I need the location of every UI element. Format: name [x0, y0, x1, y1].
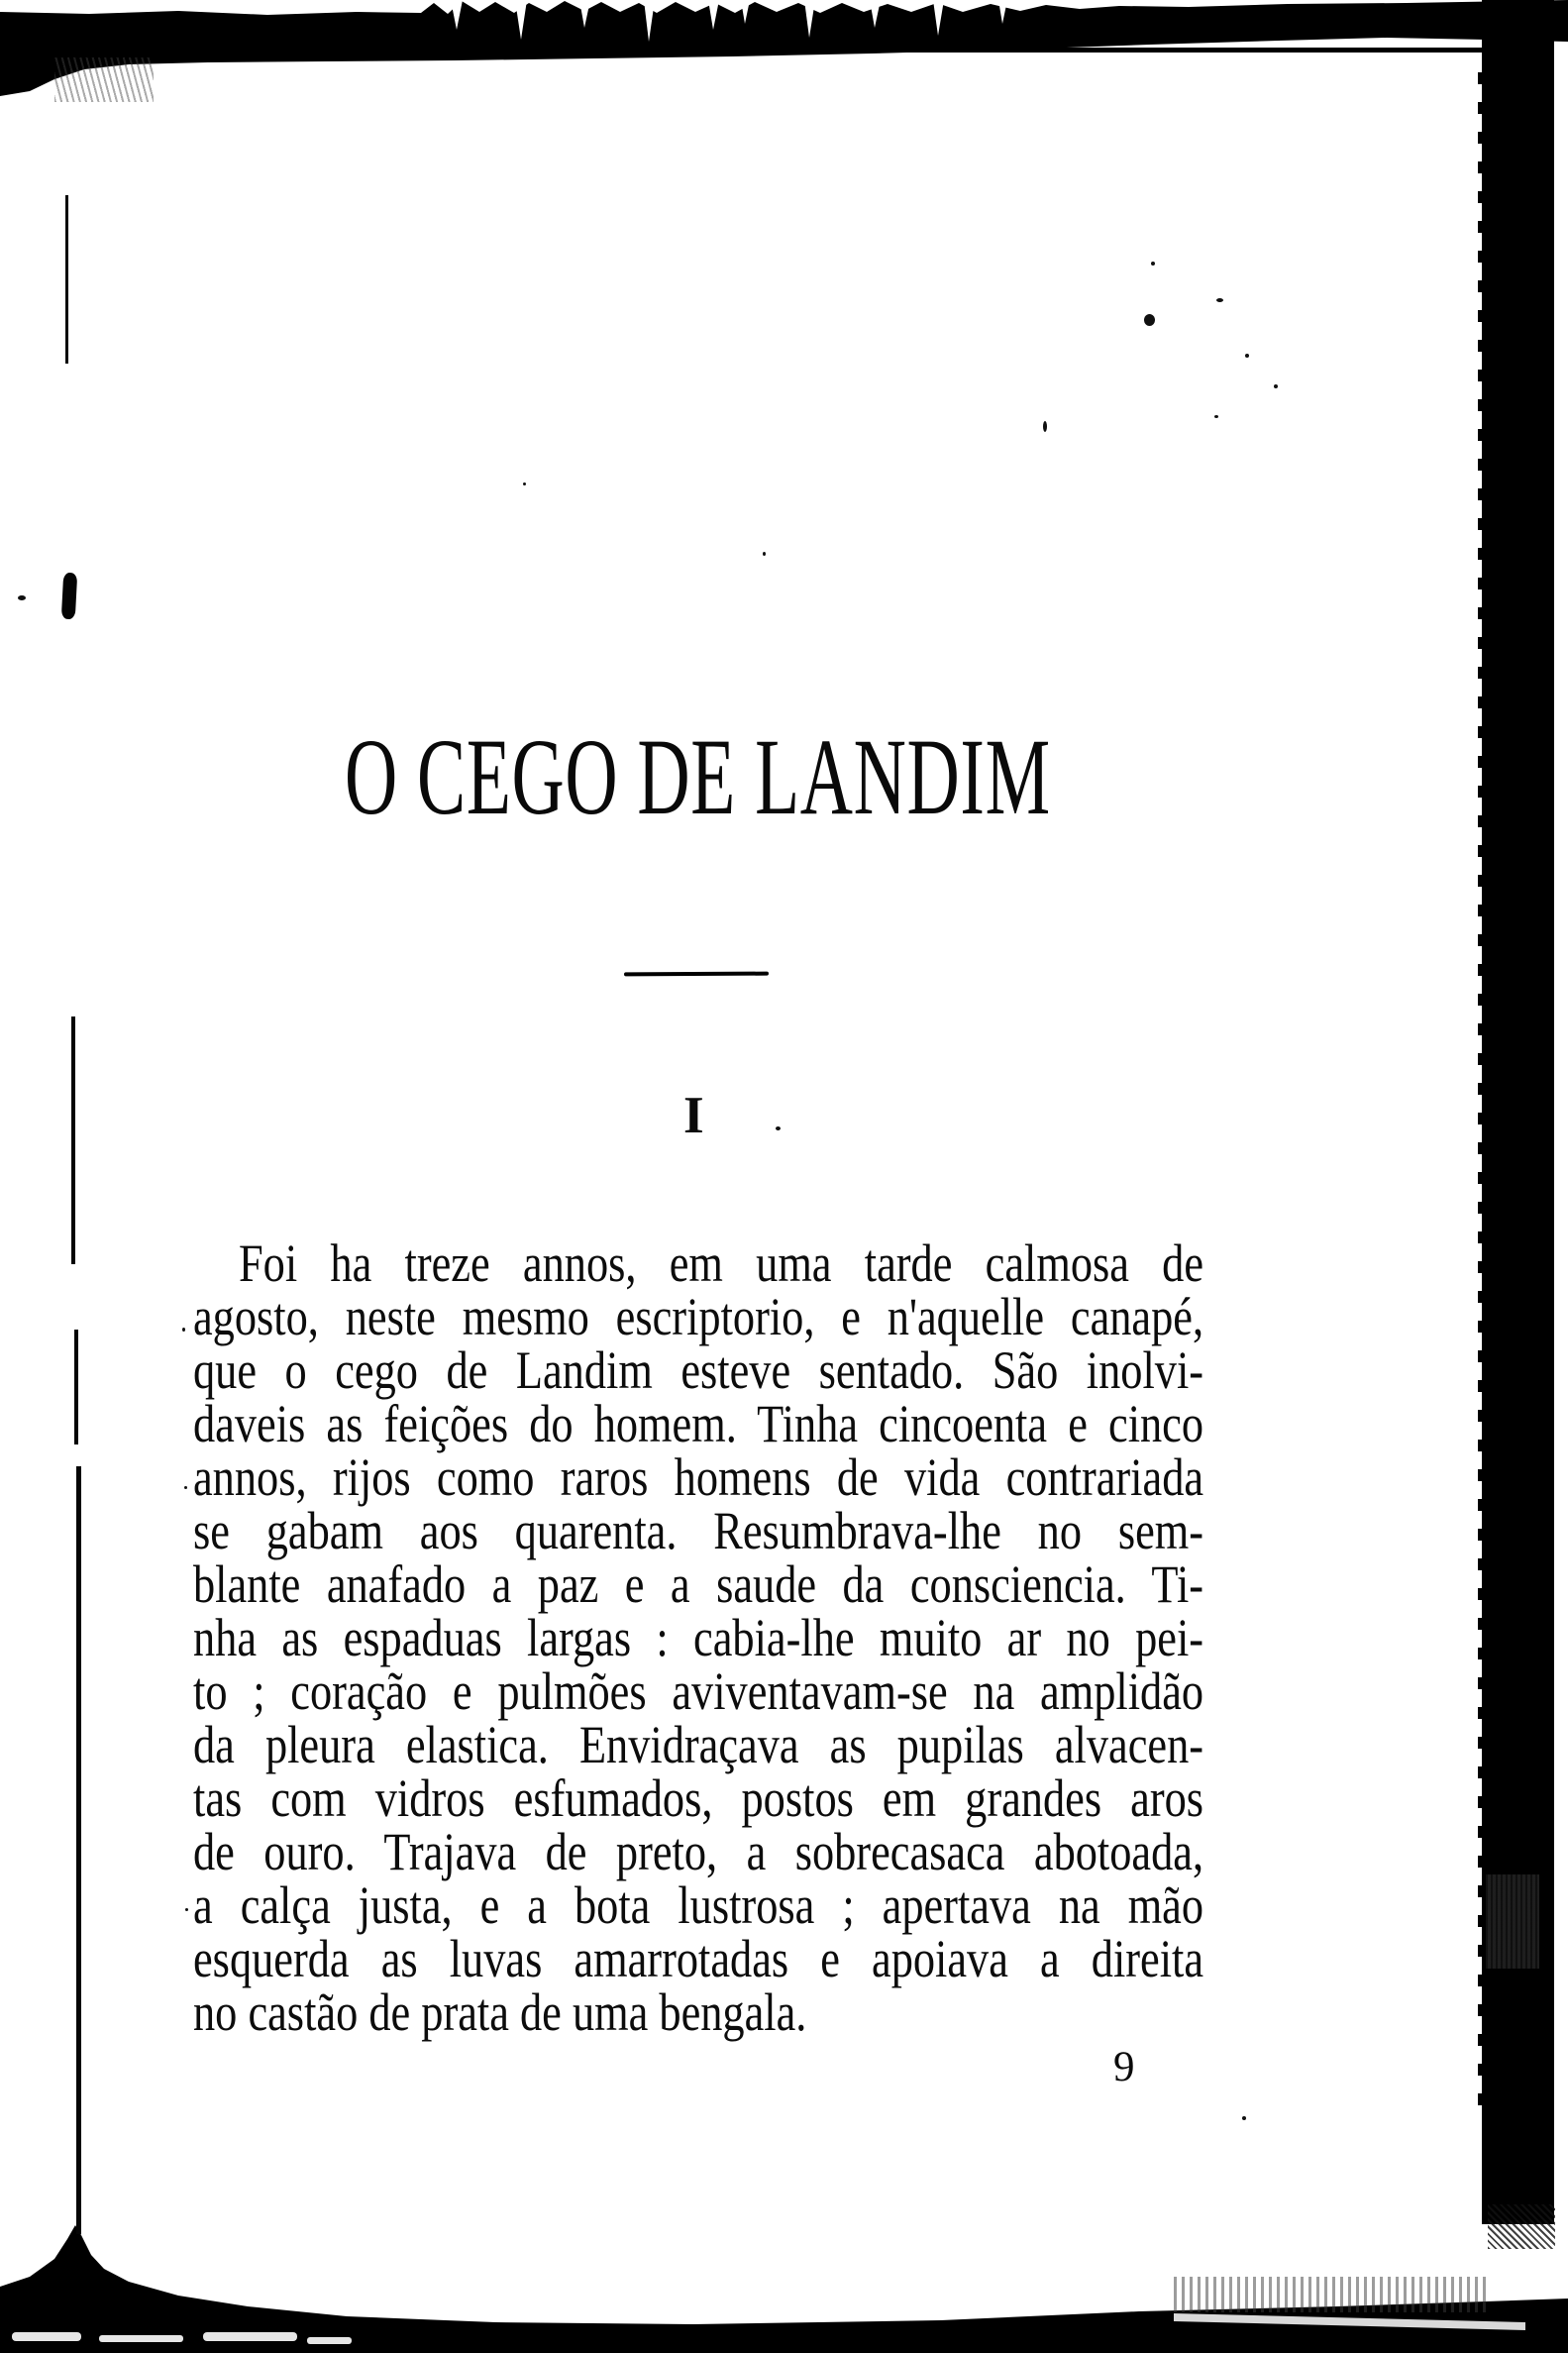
- gutter-line-segment: [74, 1330, 78, 1444]
- ink-speck: [763, 552, 766, 556]
- ink-speck: [523, 482, 526, 485]
- body-line: que o cego de Landim esteve sentado. São inolvi-: [193, 1340, 1204, 1400]
- gutter-line-segment: [76, 1466, 81, 2234]
- scan-shadow-topleft: [54, 57, 154, 102]
- ink-speck: [184, 1486, 187, 1489]
- ink-speck: [18, 595, 26, 600]
- body-line: to ; coração e pulmões aviventavam-se na amplidão: [193, 1661, 1204, 1721]
- body-line: esquerda as luvas amarrotadas e apoiava a direita: [193, 1929, 1204, 1988]
- body-line: annos, rijos como raros homens de vida contrariada: [193, 1447, 1204, 1507]
- body-line: daveis as feições do homem. Tinha cincoenta e cinco: [193, 1394, 1204, 1453]
- body-line: tas com vidros esfumados, postos em grandes aros: [193, 1768, 1204, 1828]
- scan-dither-bottom-right: [1174, 2277, 1491, 2312]
- body-line: se gabam aos quarenta. Resumbrava-lhe no sem-: [193, 1501, 1204, 1560]
- body-line: nha as espaduas largas : cabia-lhe muito ar no pei-: [193, 1608, 1204, 1667]
- ink-speck: [1242, 2116, 1246, 2120]
- body-line: agosto, neste mesmo escriptorio, e n'aquelle canapé,: [193, 1287, 1204, 1346]
- ink-speck: [1214, 415, 1218, 418]
- scan-edge-top: [0, 0, 1568, 149]
- body-line: da pleura elastica. Envidraçava as pupilas alvacen-: [193, 1715, 1204, 1774]
- body-line: blante anafado a paz e a saude da consciencia. Ti-: [193, 1554, 1204, 1614]
- ink-speck: [1151, 262, 1155, 266]
- body-line: Foi ha treze annos, em uma tarde calmosa de: [238, 1233, 1204, 1293]
- ink-speck: [1274, 384, 1278, 388]
- ink-speck: [182, 1328, 185, 1332]
- ink-speck: [1245, 354, 1249, 358]
- gutter-line-segment: [71, 1016, 75, 1264]
- ink-speck: [1043, 421, 1047, 432]
- ink-speck: [776, 1126, 781, 1130]
- scan-bar-texture: [1486, 1874, 1539, 1969]
- page-title: O CEGO DE LANDIM: [345, 716, 1051, 837]
- body-line: a calça justa, e a bota lustrosa ; apertava na mão: [193, 1875, 1204, 1935]
- body-line: de ouro. Trajava de preto, a sobrecasaca abotoada,: [193, 1822, 1204, 1881]
- ink-speck: [1144, 314, 1155, 326]
- gutter-ink-blob: [61, 573, 77, 620]
- body-paragraph: [193, 1233, 1204, 2042]
- ink-speck: [185, 1908, 188, 1911]
- gutter-line-segment: [65, 195, 68, 364]
- page-number: 9: [1113, 2044, 1135, 2090]
- chapter-numeral: I: [683, 1087, 704, 1144]
- title-divider-rule: [624, 972, 769, 977]
- ink-speck: [1216, 298, 1223, 302]
- body-line: no castão de prata de uma bengala.: [193, 1982, 807, 2042]
